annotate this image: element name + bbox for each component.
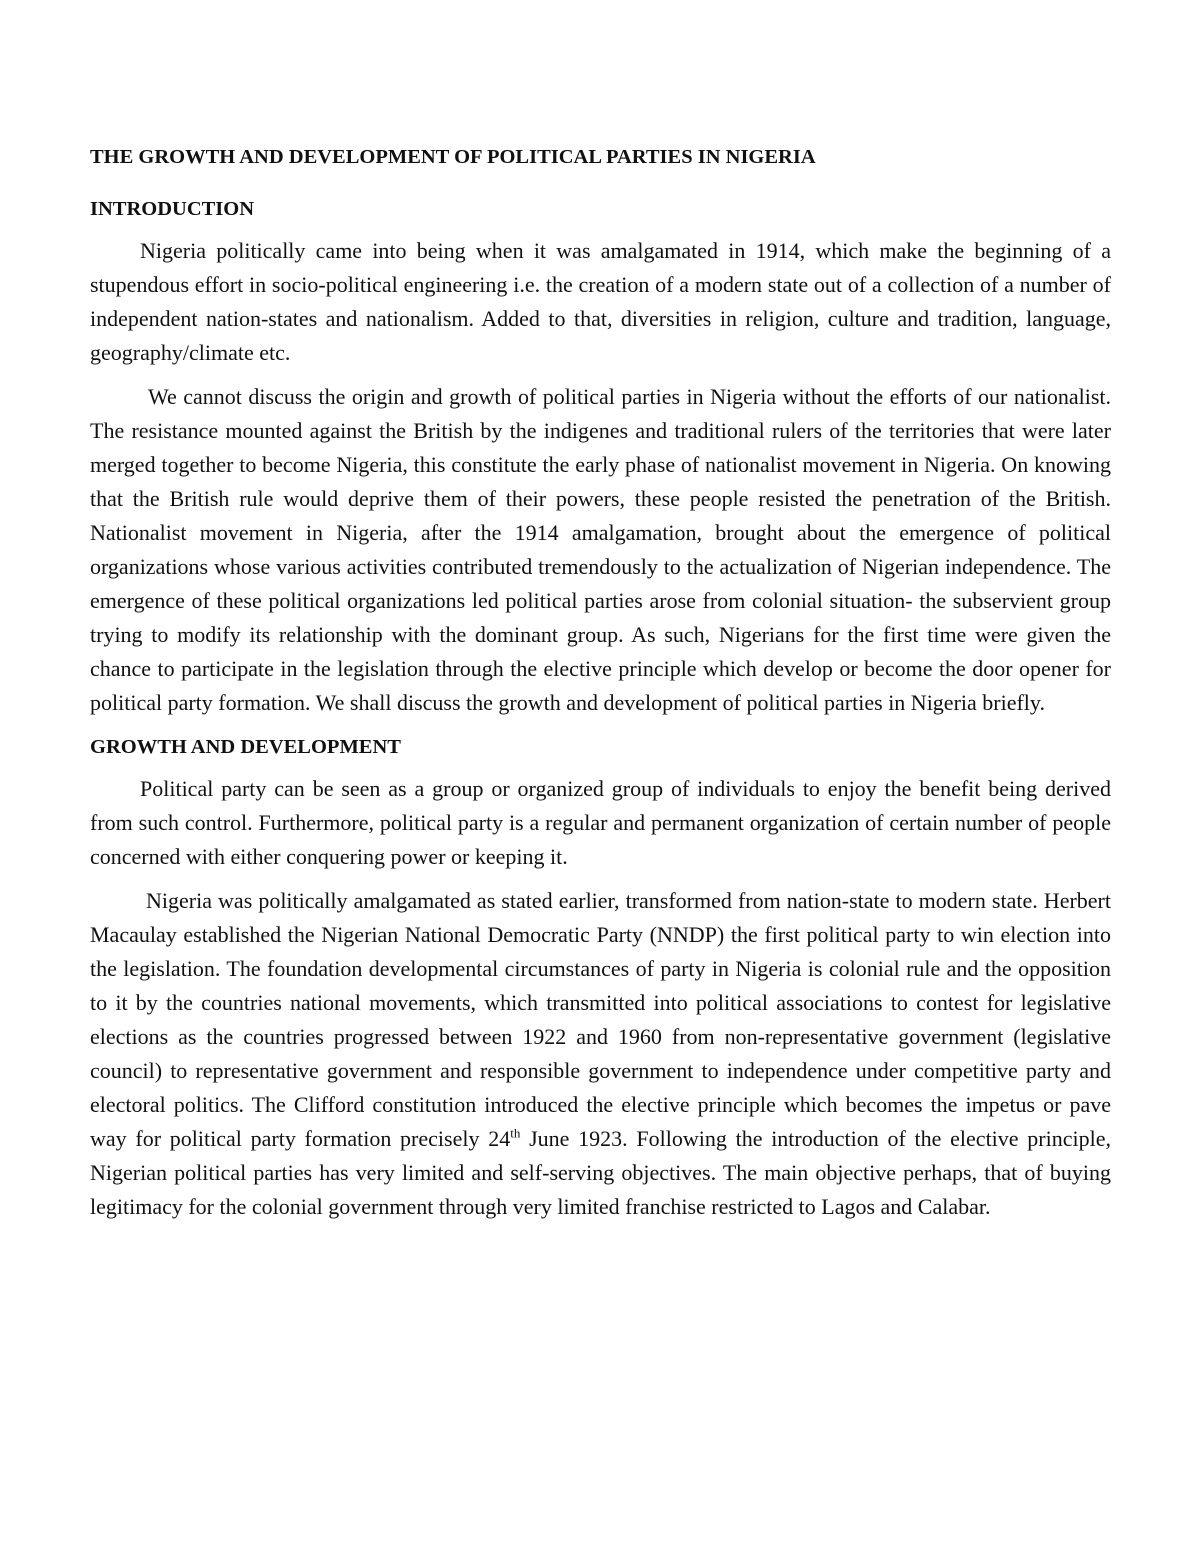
document-page: [90, 140, 1111, 1234]
section-heading-introduction: INTRODUCTION: [90, 198, 255, 220]
section-heading-growth-and-development: GROWTH AND DEVELOPMENT: [90, 736, 401, 758]
growth-paragraph-2-text-after: June 1923. Following the introduction of the elective principle, Nigerian political parties has very limited and self-serving objectives. The main objective perhaps, that of buying legitimacy for the colonial government through very limited franchise restricted to Lagos and Calabar.: [90, 1126, 1111, 1219]
growth-paragraph-2-text-before: Nigeria was politically amalgamated as stated earlier, transformed from nation-state to modern state. Herbert Macaulay established the Nigerian National Democratic Party (NNDP) the first political party to win election into the legislation. The foundation developmental circumstances of party in Nigeria is colonial rule and the opposition to it by the countries national movements, which transmitted into political associations to contest for legislative elections as the countries progressed between 1922 and 1960 from non-representative government (legislative council) to representative government and responsible government to independence under competitive party and electoral politics. The Clifford constitution introduced the elective principle which becomes the impetus or pave way for political party formation precisely 24: [90, 888, 1111, 1151]
document-title: THE GROWTH AND DEVELOPMENT OF POLITICAL PARTIES IN NIGERIA: [90, 146, 816, 168]
growth-paragraph-1: Political party can be seen as a group or organized group of individuals to enjoy the benefit being derived from such control. Furthermore, political party is a regular and permanent organization of certain number of people concerned with either conquering power or keeping it.: [90, 776, 1111, 869]
ordinal-suffix: th: [510, 1125, 521, 1141]
intro-paragraph-2: We cannot discuss the origin and growth of political parties in Nigeria without the efforts of our nationalist. The resistance mounted against the British by the indigenes and traditional rulers of the territories that were later merged together to become Nigeria, this constitute the early phase of nationalist movement in Nigeria. On knowing that the British rule would deprive them of their powers, these people resisted the penetration of the British. Nationalist movement in Nigeria, after the 1914 amalgamation, brought about the emergence of political organizations whose various activities contributed tremendously to the actualization of Nigerian independence. The emergence of these political organizations led political parties arose from colonial situation- the subservient group trying to modify its relationship with the dominant group. As such, Nigerians for the first time were given the chance to participate in the legislation through the elective principle which develop or become the door opener for political party formation. We shall discuss the growth and development of political parties in Nigeria briefly.: [90, 384, 1111, 715]
growth-paragraph-2: [90, 884, 1111, 1224]
intro-paragraph-1: Nigeria politically came into being when it was amalgamated in 1914, which make the beginning of a stupendous effort in socio-political engineering i.e. the creation of a modern state out of a collection of a number of independent nation-states and nationalism. Added to that, diversities in religion, culture and tradition, language, geography/climate etc.: [90, 238, 1111, 365]
